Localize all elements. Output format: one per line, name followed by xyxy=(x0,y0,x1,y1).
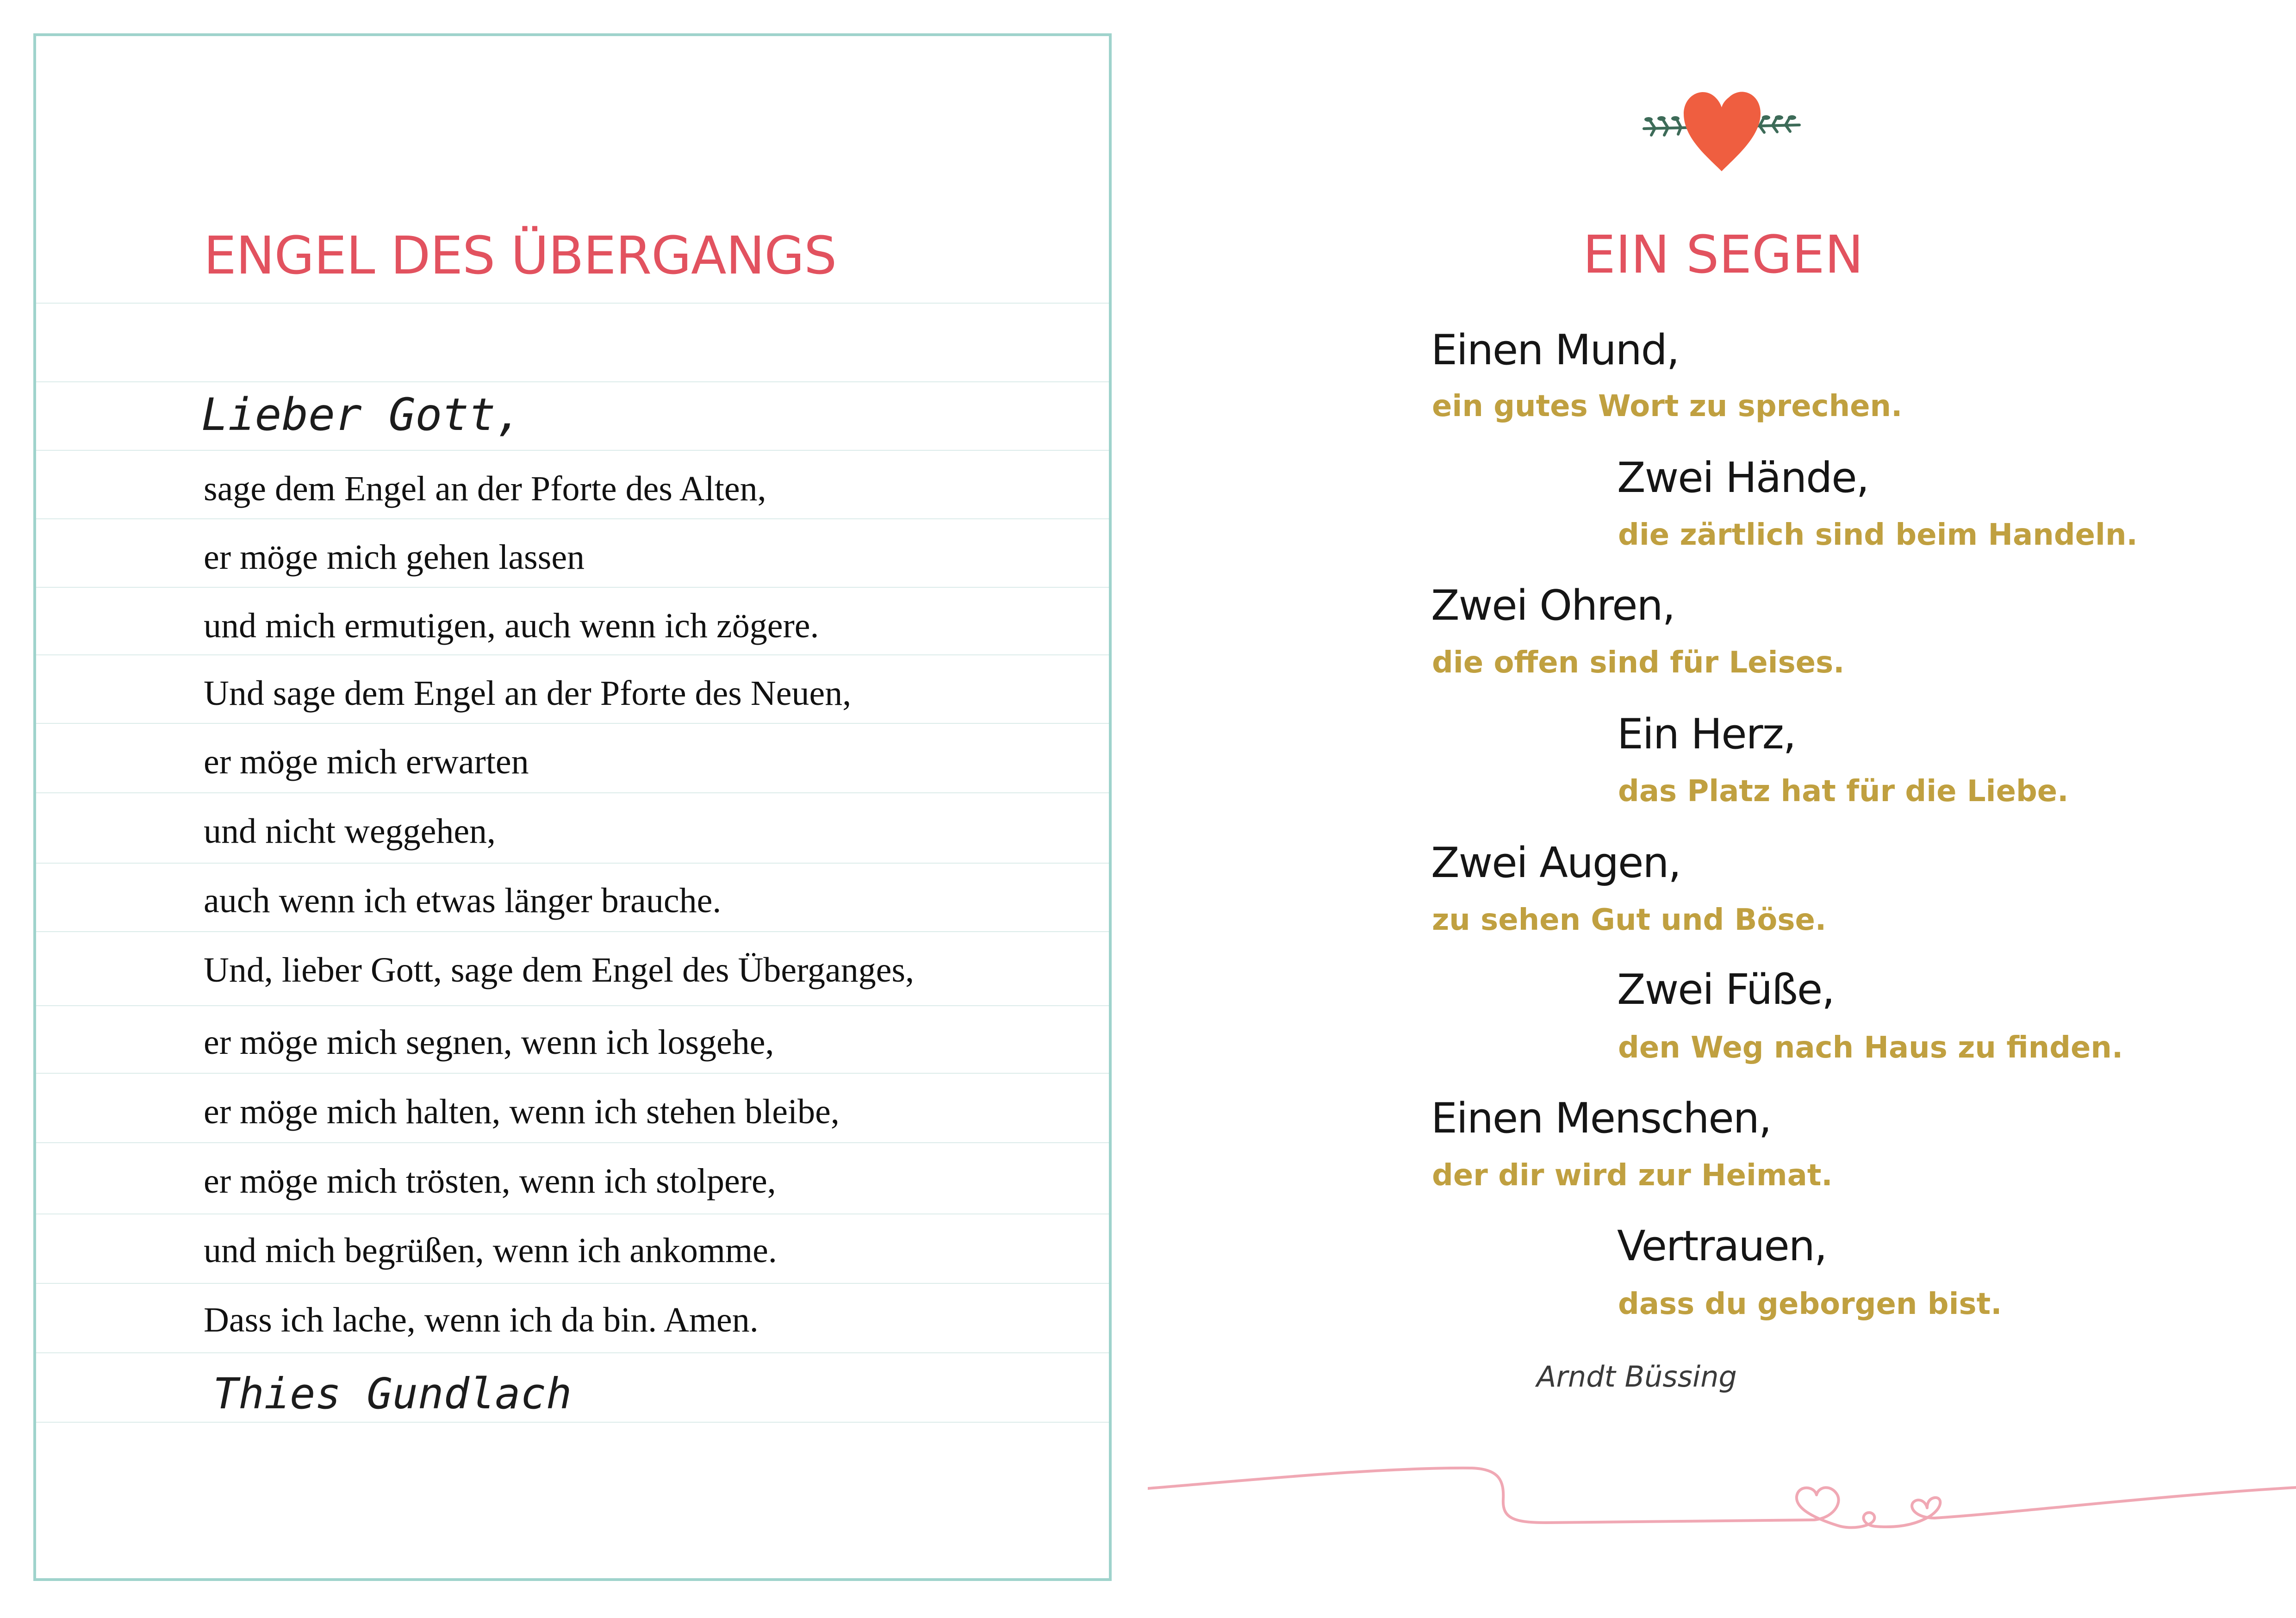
blessing-line: Ein Herz, xyxy=(1617,710,1796,759)
blessing-subline: zu sehen Gut und Böse. xyxy=(1432,903,1827,937)
ruled-line xyxy=(36,1142,1109,1143)
ruled-line xyxy=(36,863,1109,864)
blessing-line: Einen Mund, xyxy=(1431,326,1679,374)
poem-greeting: Lieber Gott, xyxy=(201,389,523,441)
ruled-line xyxy=(36,723,1109,724)
ruled-line xyxy=(36,1422,1109,1423)
poem-line: auch wenn ich etwas länger brauche. xyxy=(204,881,722,920)
blessing-line: Zwei Ohren, xyxy=(1431,581,1675,630)
ruled-line xyxy=(36,1073,1109,1074)
blessing-subline: die offen sind für Leises. xyxy=(1432,646,1845,680)
heart-with-branch-icon xyxy=(1638,79,1805,176)
left-page-author: Thies Gundlach xyxy=(213,1369,572,1419)
poem-line: er möge mich trösten, wenn ich stolpere, xyxy=(204,1162,776,1201)
poem-line: er möge mich segnen, wenn ich losgehe, xyxy=(204,1023,774,1062)
ruled-line xyxy=(36,1005,1109,1006)
poem-line: und nicht weggehen, xyxy=(204,812,496,851)
blessing-subline: dass du geborgen bist. xyxy=(1618,1287,2002,1321)
right-page-author: Arndt Büssing xyxy=(1537,1360,1737,1394)
blessing-line: Zwei Hände, xyxy=(1617,454,1869,502)
blessing-line: Vertrauen, xyxy=(1617,1222,1827,1270)
poem-line: Und sage dem Engel an der Pforte des Neuen, xyxy=(204,674,852,713)
ruled-line xyxy=(36,654,1109,655)
blessing-subline: ein gutes Wort zu sprechen. xyxy=(1432,389,1903,423)
poem-line: Und, lieber Gott, sage dem Engel des Überganges, xyxy=(204,951,915,989)
blessing-subline: die zärtlich sind beim Handeln. xyxy=(1618,518,2138,552)
right-page-title: EIN SEGEN xyxy=(1583,225,1864,285)
heart-swirl-line-icon xyxy=(1148,1449,2296,1550)
poem-line: er möge mich halten, wenn ich stehen bleibe, xyxy=(204,1092,840,1131)
ruled-line xyxy=(36,1352,1109,1353)
ruled-line xyxy=(36,381,1109,382)
ruled-line xyxy=(36,303,1109,304)
poem-line: und mich begrüßen, wenn ich ankomme. xyxy=(204,1231,777,1270)
blessing-line: Zwei Augen, xyxy=(1431,839,1681,887)
poem-line: Dass ich lache, wenn ich da bin. Amen. xyxy=(204,1301,759,1339)
blessing-line: Zwei Füße, xyxy=(1617,965,1834,1014)
blessing-subline: der dir wird zur Heimat. xyxy=(1432,1158,1833,1193)
blessing-line: Einen Menschen, xyxy=(1431,1094,1771,1143)
ruled-line xyxy=(36,931,1109,932)
ruled-line xyxy=(36,792,1109,793)
blessing-subline: den Weg nach Haus zu finden. xyxy=(1618,1031,2123,1065)
ruled-line xyxy=(36,450,1109,451)
blessing-subline: das Platz hat für die Liebe. xyxy=(1618,774,2069,809)
poem-line: er möge mich gehen lassen xyxy=(204,538,585,577)
left-page-title: ENGEL DES ÜBERGANGS xyxy=(204,226,837,286)
ruled-line xyxy=(36,1283,1109,1284)
ruled-line xyxy=(36,587,1109,588)
ruled-line xyxy=(36,518,1109,519)
poem-line: sage dem Engel an der Pforte des Alten, xyxy=(204,469,766,508)
poem-line: er möge mich erwarten xyxy=(204,742,529,781)
poem-line: und mich ermutigen, auch wenn ich zögere. xyxy=(204,606,819,645)
